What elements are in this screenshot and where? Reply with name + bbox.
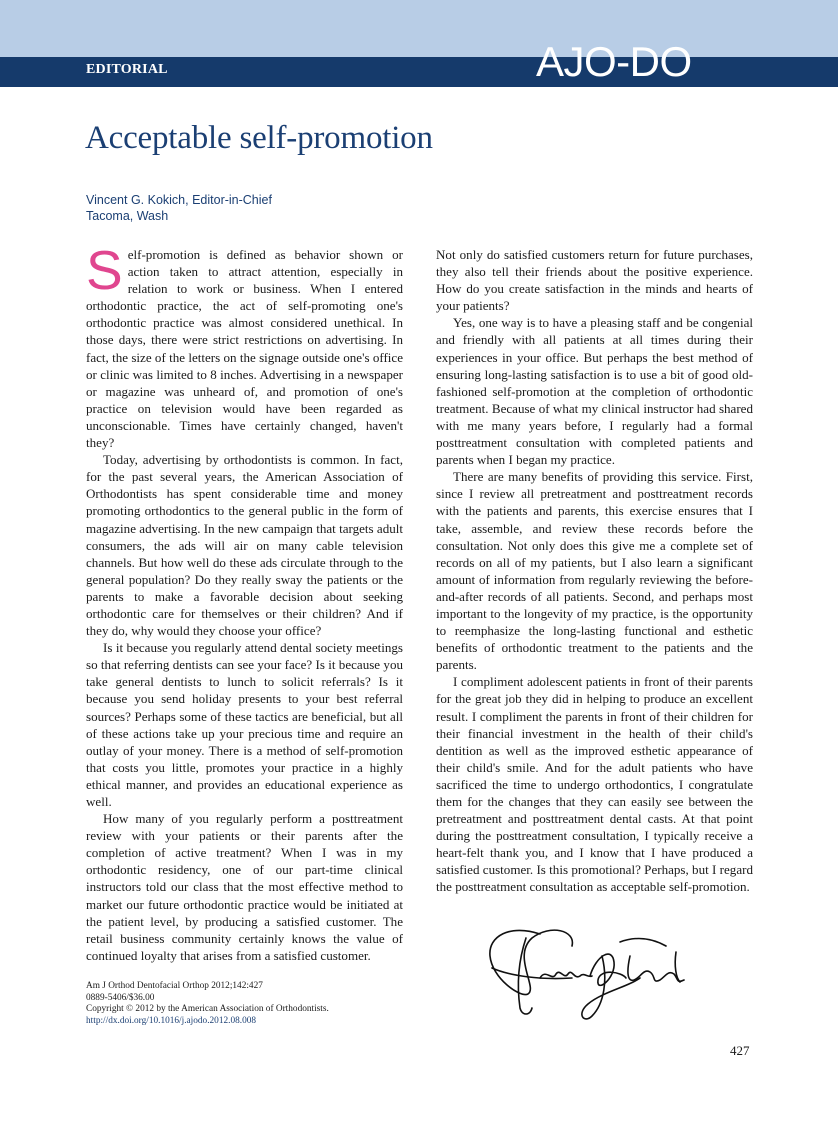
citation-line: Am J Orthod Dentofacial Orthop 2012;142:427 bbox=[86, 981, 263, 991]
doi-link[interactable]: http://dx.doi.org/10.1016/j.ajodo.2012.08.008 bbox=[86, 1015, 257, 1026]
body-column-right bbox=[436, 246, 753, 896]
citation-footnote bbox=[86, 981, 416, 1027]
article-title: Acceptable self-promotion bbox=[85, 120, 433, 156]
handwritten-signature bbox=[480, 916, 710, 1026]
paragraph: Yes, one way is to have a pleasing staff and be congenial and friendly with all patients at all times during their experiences in your office. But perhaps the best method of ensuring long-lasting satisfaction is to use a bit of good old-fashioned self-promotion at the completion of orthodontic treatment. Because of what my clinical instructor had shared with me many years before, I regularly had a formal posttreatment consultation with completed patients and parents when I began my practice. bbox=[436, 315, 753, 468]
author-location: Tacoma, Wash bbox=[86, 209, 169, 223]
paragraph: Not only do satisfied customers return for future purchases, they also tell their friends about the positive experience. How do you create satisfaction in the minds and hearts of your patients? bbox=[436, 247, 753, 314]
drop-cap: S bbox=[86, 239, 123, 301]
paragraph-text: elf-promotion is defined as behavior shown or action taken to attract attention, especially in relation to work or business. When I entered orthodontic practice, the act of self-promoting one's orthodontic practice was almost considered unethical. In those days, there were strict restrictions on advertising. In fact, the size of the letters on the signage outside one's office or clinic was limited to 8 inches. Advertising in a newspaper or magazine was unheard of, and promotion of one's practice on television would have been regarded as unconscionable. Times have certainly changed, haven't they? bbox=[86, 247, 403, 451]
paragraph: I compliment adolescent patients in front of their parents for the great job they did in helping to produce an excellent result. I compliment the parents in front of their children for their financial investment in the health of their child's dentition as well as the improved esthetic appearance of their child's smile. And for the adult patients who have sacrificed the time to undergo orthodontics, I congratulate them for the changes that they can easily see between the pretreatment and posttreatment dental casts. At that point during the posttreatment consultation, I typically receive a heart-felt thank you, and I know that I have produced a satisfied customer. Is this promotional? Perhaps, but I regard the posttreatment consultation as acceptable self-promotion. bbox=[436, 674, 753, 895]
page-number: 427 bbox=[730, 1043, 750, 1058]
issn-line: 0889-5406/$36.00 bbox=[86, 992, 155, 1003]
author-name: Vincent G. Kokich, Editor-in-Chief bbox=[86, 193, 272, 207]
copyright-line: Copyright © 2012 by the American Association of Orthodontists. bbox=[86, 1004, 329, 1015]
paragraph: How many of you regularly perform a posttreatment review with your patients or their parents after the completion of active treatment? When I was in my orthodontic residency, one of our part-time clinical instructors told our class that the most effective method to market our future orthodontic practice would be initiated at the patient level, by producing a satisfied customer. The retail business community certainly knows the value of continued loyalty that arises from a satisfied customer. bbox=[86, 811, 403, 963]
paragraph: Is it because you regularly attend dental society meetings so that referring dentists can see your face? Is it because you take general dentists to lunch to solicit referrals? Is it because you send holiday presents to your best referral sources? Perhaps some of these tactics are beneficial, but all of these actions take up your precious time and require an outlay of your money. There is a method of self-promotion that costs you little, promotes your practice in a highly ethical manner, and provides an educational experience as well. bbox=[86, 640, 403, 809]
paragraph bbox=[86, 239, 403, 451]
journal-logo: AJO-DO bbox=[536, 38, 692, 85]
body-column-left bbox=[86, 239, 403, 964]
paragraph: There are many benefits of providing this service. First, since I review all pretreatment and posttreatment records with the patients and parents, this exercise ensures that I take, assemble, and review these records before the consultation. Not only does this give me a complete set of records on all of my patients, but I also learn a significant amount of information from regularly reviewing the before-and-after records of all patients. Second, and perhaps most important to the longevity of my practice, is the opportunity to reemphasize the long-lasting functional and esthetic benefits of orthodontic treatment to the patients and the parents. bbox=[436, 469, 753, 673]
author-block bbox=[86, 192, 272, 224]
header-top-band bbox=[0, 0, 838, 57]
paragraph: Today, advertising by orthodontists is common. In fact, for the past several years, the American Association of Orthodontists has spent considerable time and money promoting orthodontics to the general public in the form of magazine advertising. In the new campaign that targets adult consumers, the ads will air on many cable television channels. But how well do these ads circulate through to the general population? Do they really sway the patients or the parents to make a favorable decision about seeking orthodontic care for themselves or their children? And if they do, why would they choose your office? bbox=[86, 452, 403, 639]
section-label: EDITORIAL bbox=[86, 62, 168, 77]
